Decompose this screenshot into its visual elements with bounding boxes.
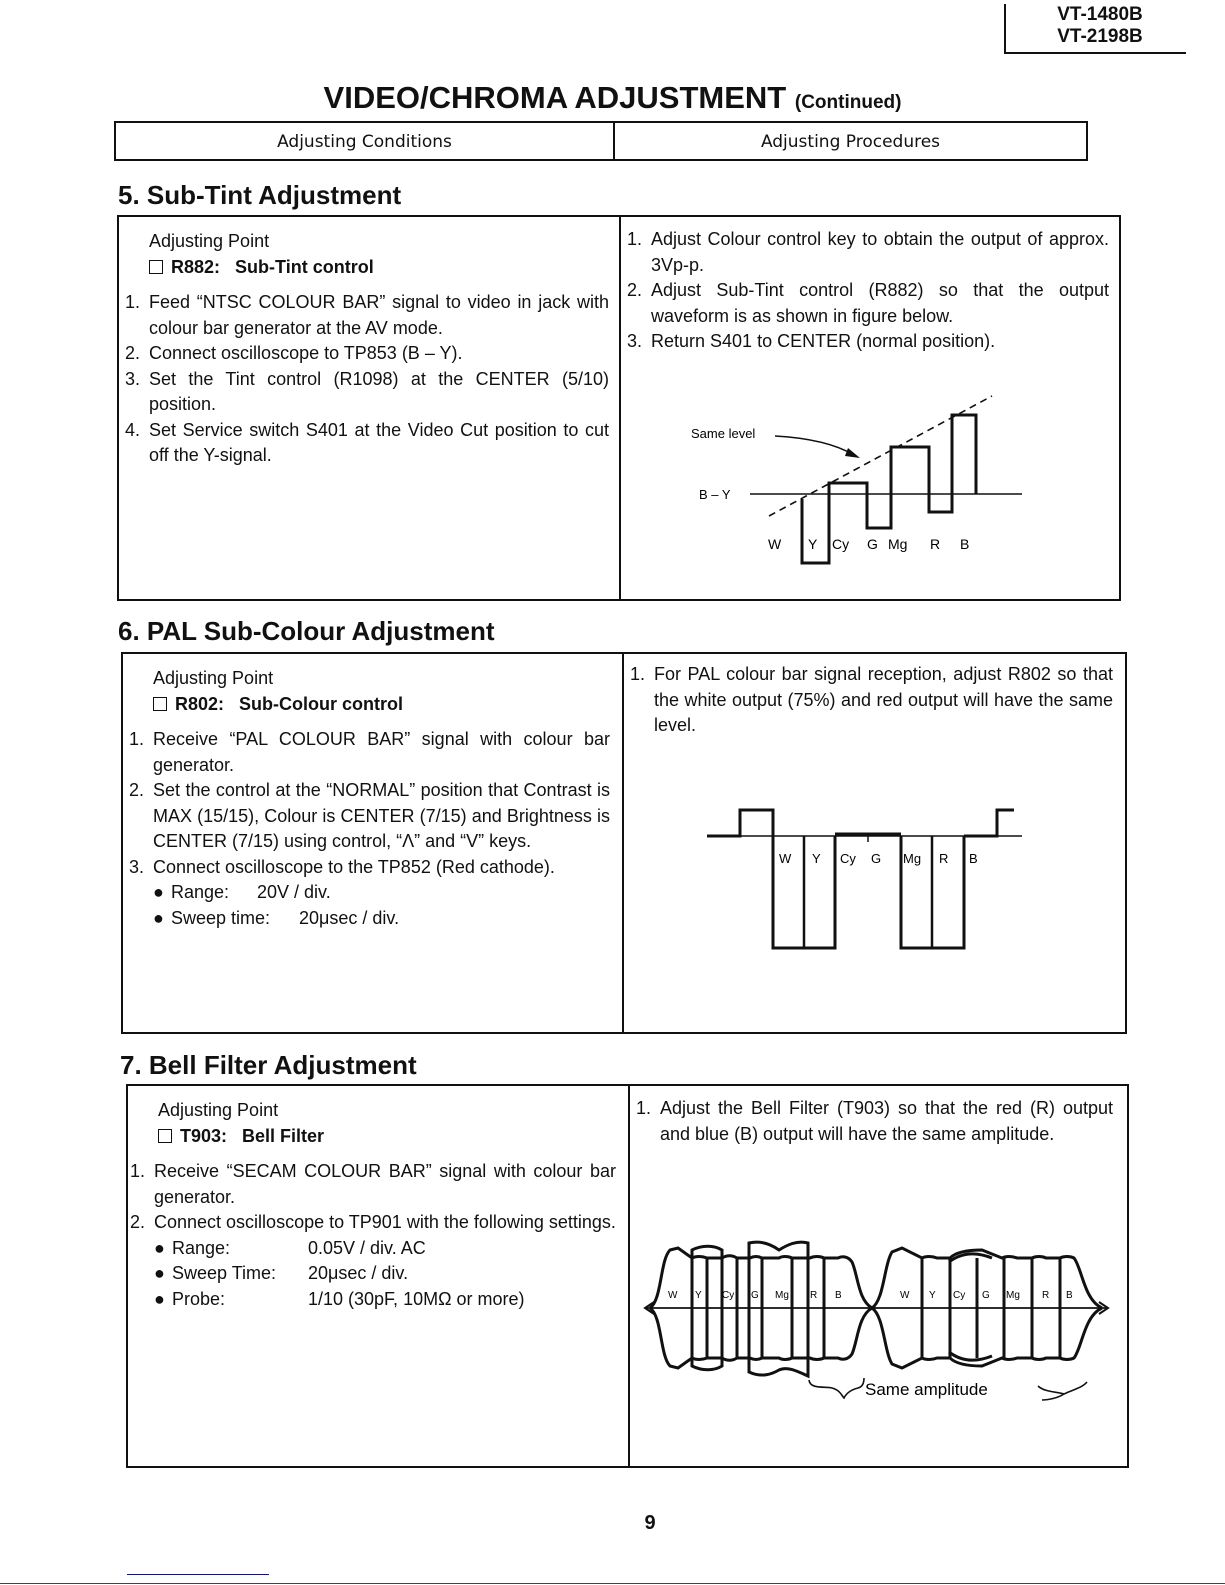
bar-label-g: G — [871, 851, 882, 866]
adjusting-point-item — [128, 1124, 616, 1150]
list-text: Receive “PAL COLOUR BAR” signal with colour bar generator. — [153, 729, 610, 775]
adjusting-point-item — [123, 692, 610, 718]
bullet-icon: ● — [153, 882, 164, 902]
list-text: Feed “NTSC COLOUR BAR” signal to video in jack with colour bar generator at the AV mode. — [149, 292, 609, 338]
list-text: Connect oscilloscope to TP901 with the following settings. — [154, 1212, 616, 1232]
bar-label-b: B — [835, 1290, 842, 1301]
link-underline — [127, 1574, 269, 1575]
list-text: Adjust Sub-Tint control (R882) so that the output waveform is as shown in figure below. — [651, 280, 1109, 326]
page-title — [0, 80, 1225, 116]
bar-label-y: Y — [695, 1290, 702, 1301]
setting-value: 0.05V / div. AC — [308, 1237, 426, 1258]
adjusting-point-item — [119, 255, 609, 281]
hidden-guide — [707, 810, 1012, 948]
list-number: 1. — [630, 664, 646, 684]
brace-left — [809, 1378, 864, 1398]
pal-waveform-figure — [624, 654, 1127, 1032]
list-number: 1. — [636, 1098, 652, 1118]
list-number: 2. — [627, 280, 643, 300]
procedures-column — [624, 654, 1125, 1032]
bar-label-mg: Mg — [775, 1290, 789, 1301]
list-number: 2. — [129, 780, 145, 800]
list-item — [130, 1159, 616, 1210]
list-item — [129, 727, 610, 778]
bar-label-w: W — [779, 851, 792, 866]
bar-label-y: Y — [929, 1290, 936, 1301]
setting-item — [130, 1236, 616, 1262]
section-box-pal-sub-colour — [121, 652, 1127, 1034]
list-item — [125, 290, 609, 341]
section-title-pal-sub-colour: 6. PAL Sub-Colour Adjustment — [118, 616, 495, 646]
brace-right — [1038, 1382, 1087, 1400]
checkbox-icon — [158, 1129, 172, 1143]
section-title-bell-filter: 7. Bell Filter Adjustment — [120, 1050, 417, 1080]
setting-item — [130, 1287, 616, 1313]
list-text: For PAL colour bar signal reception, adjust R802 so that the white output (75%) and red output will have the same level. — [654, 664, 1113, 735]
arrow-line — [775, 436, 854, 455]
list-number: 1. — [130, 1161, 146, 1181]
bar-label-cy: Cy — [832, 536, 850, 552]
list-number: 1. — [129, 729, 145, 749]
bar-label-y: Y — [812, 851, 821, 866]
bar-label-mg: Mg — [1006, 1290, 1020, 1301]
bar-label-w: W — [768, 536, 782, 552]
setting-item — [129, 906, 610, 932]
page-title-main: VIDEO/CHROMA ADJUSTMENT — [323, 80, 787, 115]
list-number: 2. — [125, 343, 141, 363]
adjusting-point-ref: R802: — [175, 693, 225, 714]
bar-label-g: G — [982, 1290, 990, 1301]
bullet-icon: ● — [154, 1263, 165, 1283]
bar-label-y: Y — [808, 536, 818, 552]
list-text: Connect oscilloscope to the TP852 (Red cathode). — [153, 856, 555, 877]
setting-key: Sweep Time: — [172, 1263, 277, 1283]
sync-pulse-right — [964, 810, 1014, 836]
conditions-list — [119, 290, 609, 469]
setting-value: 20μsec / div. — [308, 1263, 409, 1283]
list-item — [129, 855, 610, 881]
bullet-icon: ● — [153, 907, 164, 928]
model-number: VT-1480B — [1057, 4, 1143, 25]
list-number: 3. — [125, 368, 141, 389]
model-number-box — [1004, 4, 1186, 54]
list-text: Connect oscilloscope to TP853 (B – Y). — [149, 343, 463, 363]
checkbox-icon — [149, 260, 163, 274]
adjusting-point-ref: R882: — [171, 256, 221, 277]
list-number: 1. — [125, 292, 141, 312]
list-text: Adjust the Bell Filter (T903) so that the red (R) output and blue (B) output will have the same amplitude. — [660, 1098, 1113, 1144]
bar-label-mg: Mg — [888, 536, 908, 552]
conditions-column — [128, 1086, 630, 1466]
column-header-table — [114, 121, 1088, 161]
setting-value: 20V / div. — [257, 882, 331, 902]
list-text: Receive “SECAM COLOUR BAR” signal with colour bar generator. — [154, 1161, 616, 1207]
list-item — [125, 418, 609, 469]
secam-waveform-figure — [630, 1086, 1130, 1466]
sync-pulse-left — [707, 810, 773, 836]
checkbox-icon — [153, 697, 167, 711]
conditions-column — [119, 217, 621, 599]
list-text: Adjust Colour control key to obtain the output of approx. 3Vp-p. — [651, 229, 1109, 275]
bar-label-w: W — [900, 1290, 910, 1301]
bar-label-g: G — [751, 1290, 759, 1301]
arrow-head-icon — [845, 448, 860, 458]
bullet-icon: ● — [154, 1288, 165, 1309]
bar-label-w: W — [668, 1290, 678, 1301]
section-box-sub-tint — [117, 215, 1121, 601]
list-text: Set the control at the “NORMAL” position that Contrast is MAX (15/15), Colour is CENTER (7/15) and Brightness is CENTER (7/15) using control, “Λ” and “V” keys. — [153, 780, 610, 851]
page-number: 9 — [644, 1512, 656, 1534]
bullet-icon: ● — [154, 1237, 165, 1258]
list-number: 3. — [129, 856, 145, 877]
bar-label-r: R — [939, 851, 949, 866]
adjusting-point-label: Adjusting Point — [153, 668, 274, 688]
envelope-group-1 — [650, 1242, 872, 1376]
bar-label-g: G — [867, 536, 878, 552]
bar-label-b: B — [969, 851, 978, 866]
b-y-waveform-figure — [621, 217, 1123, 599]
setting-key: Sweep time: — [171, 907, 271, 928]
b-y-axis-label: B – Y — [699, 487, 731, 502]
adjusting-point-name: Sub-Colour control — [239, 693, 404, 714]
bar-label-r: R — [930, 536, 941, 552]
list-item — [130, 1210, 616, 1236]
model-number: VT-2198B — [1057, 26, 1143, 47]
list-number: 3. — [627, 331, 643, 351]
setting-key: Probe: — [172, 1288, 226, 1309]
conditions-list — [128, 1159, 616, 1312]
bar-label-r: R — [810, 1290, 818, 1301]
setting-value: 20μsec / div. — [299, 907, 400, 928]
adjusting-point-label: Adjusting Point — [158, 1100, 279, 1120]
adjusting-point-ref: T903: — [180, 1125, 228, 1146]
setting-item — [129, 880, 610, 906]
section-title-sub-tint: 5. Sub-Tint Adjustment — [118, 180, 402, 210]
same-amplitude-label: Same amplitude — [865, 1380, 988, 1399]
same-level-label: Same level — [691, 426, 756, 441]
procedures-column — [621, 217, 1119, 599]
conditions-list — [123, 727, 610, 931]
setting-key: Range: — [171, 882, 230, 902]
list-item — [125, 341, 609, 367]
list-item — [129, 778, 610, 855]
list-text: Set Service switch S401 at the Video Cut position to cut off the Y-signal. — [149, 419, 609, 465]
bottom-rule — [0, 1583, 1225, 1584]
bar-label-cy: Cy — [722, 1290, 735, 1301]
bar-label-cy: Cy — [840, 851, 856, 866]
bar-label-b: B — [960, 536, 970, 552]
adjusting-point-label: Adjusting Point — [149, 231, 270, 251]
adjusting-point-name: Bell Filter — [242, 1125, 325, 1146]
setting-value: 1/10 (30pF, 10MΩ or more) — [308, 1288, 525, 1309]
list-text: Set the Tint control (R1098) at the CENTER (5/10) position. — [149, 368, 609, 414]
page-title-suffix: (Continued) — [794, 92, 902, 113]
adjusting-point-name: Sub-Tint control — [235, 256, 374, 277]
list-item — [125, 367, 609, 418]
section-box-bell-filter — [126, 1084, 1129, 1468]
list-text: Return S401 to CENTER (normal position). — [651, 331, 996, 351]
setting-key: Range: — [172, 1237, 231, 1258]
bar-label-cy: Cy — [953, 1290, 966, 1301]
bar-label-b: B — [1066, 1290, 1073, 1301]
list-number: 2. — [130, 1212, 146, 1232]
list-number: 1. — [627, 229, 643, 249]
list-number: 4. — [125, 419, 141, 440]
setting-item — [130, 1261, 616, 1287]
conditions-column — [123, 654, 624, 1032]
bar-label-r: R — [1042, 1290, 1050, 1301]
bar-label-mg: Mg — [903, 851, 922, 866]
column-header-procedures: Adjusting Procedures — [760, 132, 941, 152]
column-header-conditions: Adjusting Conditions — [116, 123, 615, 159]
procedures-column — [630, 1086, 1127, 1466]
